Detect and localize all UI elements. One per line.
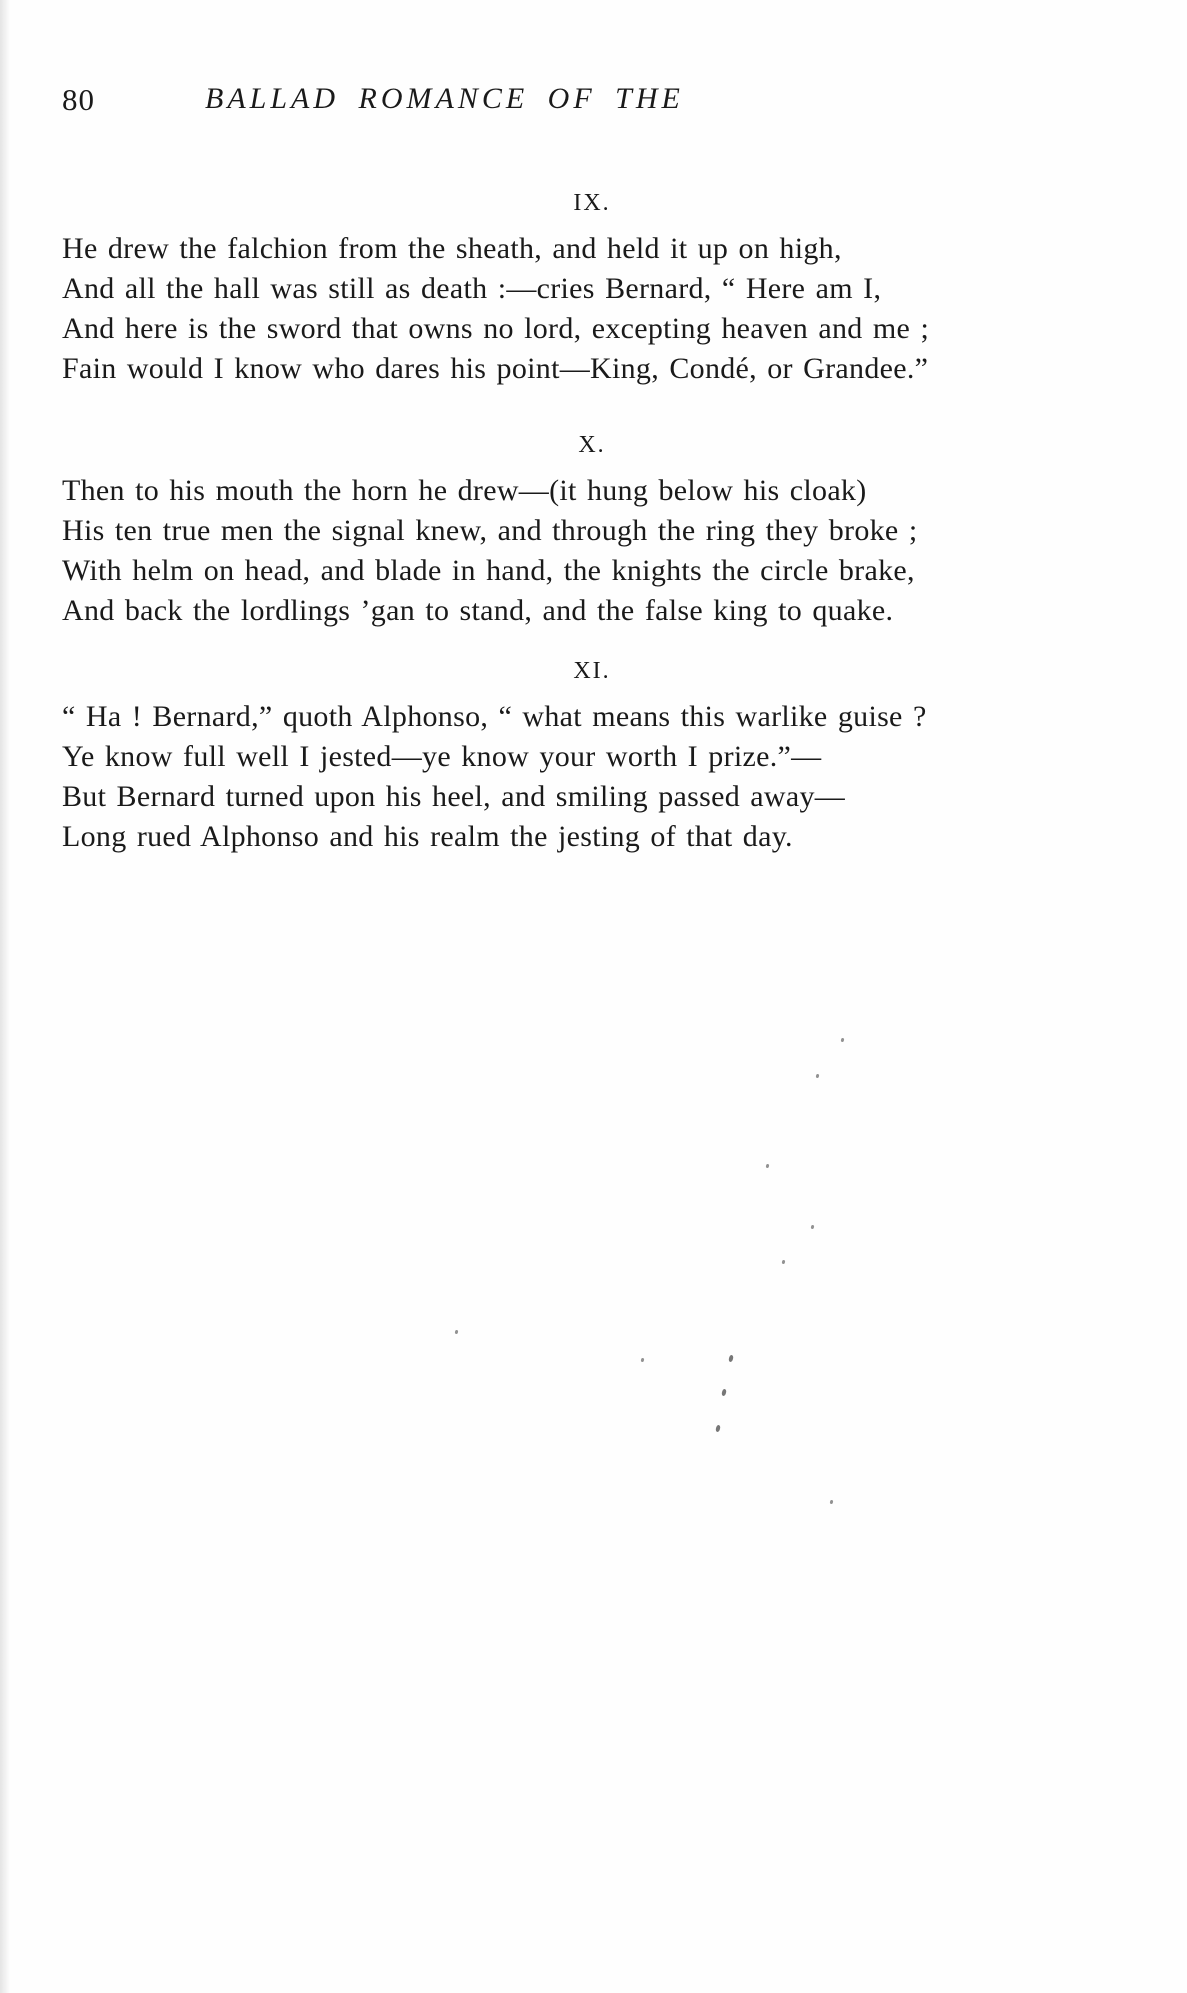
- stanza-xi: [62, 658, 1122, 857]
- stanza-x-lines: [62, 471, 1122, 631]
- scan-speck: [841, 1038, 845, 1043]
- scan-speck: [811, 1225, 815, 1230]
- scan-speck: [455, 1330, 459, 1335]
- verse-line: And here is the sword that owns no lord, excepting heaven and me ;: [62, 312, 930, 345]
- verse-line: He drew the falchion from the sheath, and held it up on high,: [62, 232, 842, 265]
- stanza-x-number: X.: [578, 432, 606, 458]
- scan-speck: [641, 1358, 645, 1363]
- scan-speck: [830, 1500, 834, 1505]
- verse-line: Long rued Alphonso and his realm the jesting of that day.: [62, 820, 793, 853]
- scan-speck: [782, 1260, 786, 1265]
- scan-speck: [715, 1425, 721, 1433]
- page-gutter-shadow: [0, 0, 10, 1993]
- verse-line: Ye know full well I jested—ye know your worth I prize.”—: [62, 740, 822, 773]
- stanza-ix: [62, 190, 1122, 389]
- stanza-ix-lines: [62, 229, 1122, 389]
- verse-line: His ten true men the signal knew, and through the ring they broke ;: [62, 514, 918, 547]
- scan-speck: [766, 1164, 770, 1169]
- scan-speck: [721, 1389, 727, 1397]
- verse-line: And back the lordlings ’gan to stand, and the false king to quake.: [62, 594, 894, 627]
- scan-speck: [728, 1355, 734, 1363]
- stanza-x: [62, 432, 1122, 631]
- scan-speck: [816, 1074, 820, 1079]
- stanza-xi-lines: [62, 697, 1122, 857]
- verse-line: And all the hall was still as death :—cries Bernard, “ Here am I,: [62, 272, 882, 305]
- verse-line: “ Ha ! Bernard,” quoth Alphonso, “ what means this warlike guise ?: [62, 700, 927, 733]
- stanza-ix-number: IX.: [573, 190, 611, 216]
- verse-line: Then to his mouth the horn he drew—(it hung below his cloak): [62, 474, 867, 507]
- page-number: 80: [62, 82, 95, 117]
- verse-line: Fain would I know who dares his point—King, Condé, or Grandee.”: [62, 352, 929, 385]
- verse-line: But Bernard turned upon his heel, and smiling passed away—: [62, 780, 846, 813]
- verse-line: With helm on head, and blade in hand, the knights the circle brake,: [62, 554, 915, 587]
- stanza-xi-number: XI.: [573, 658, 611, 684]
- running-title: BALLAD ROMANCE OF THE: [205, 82, 684, 115]
